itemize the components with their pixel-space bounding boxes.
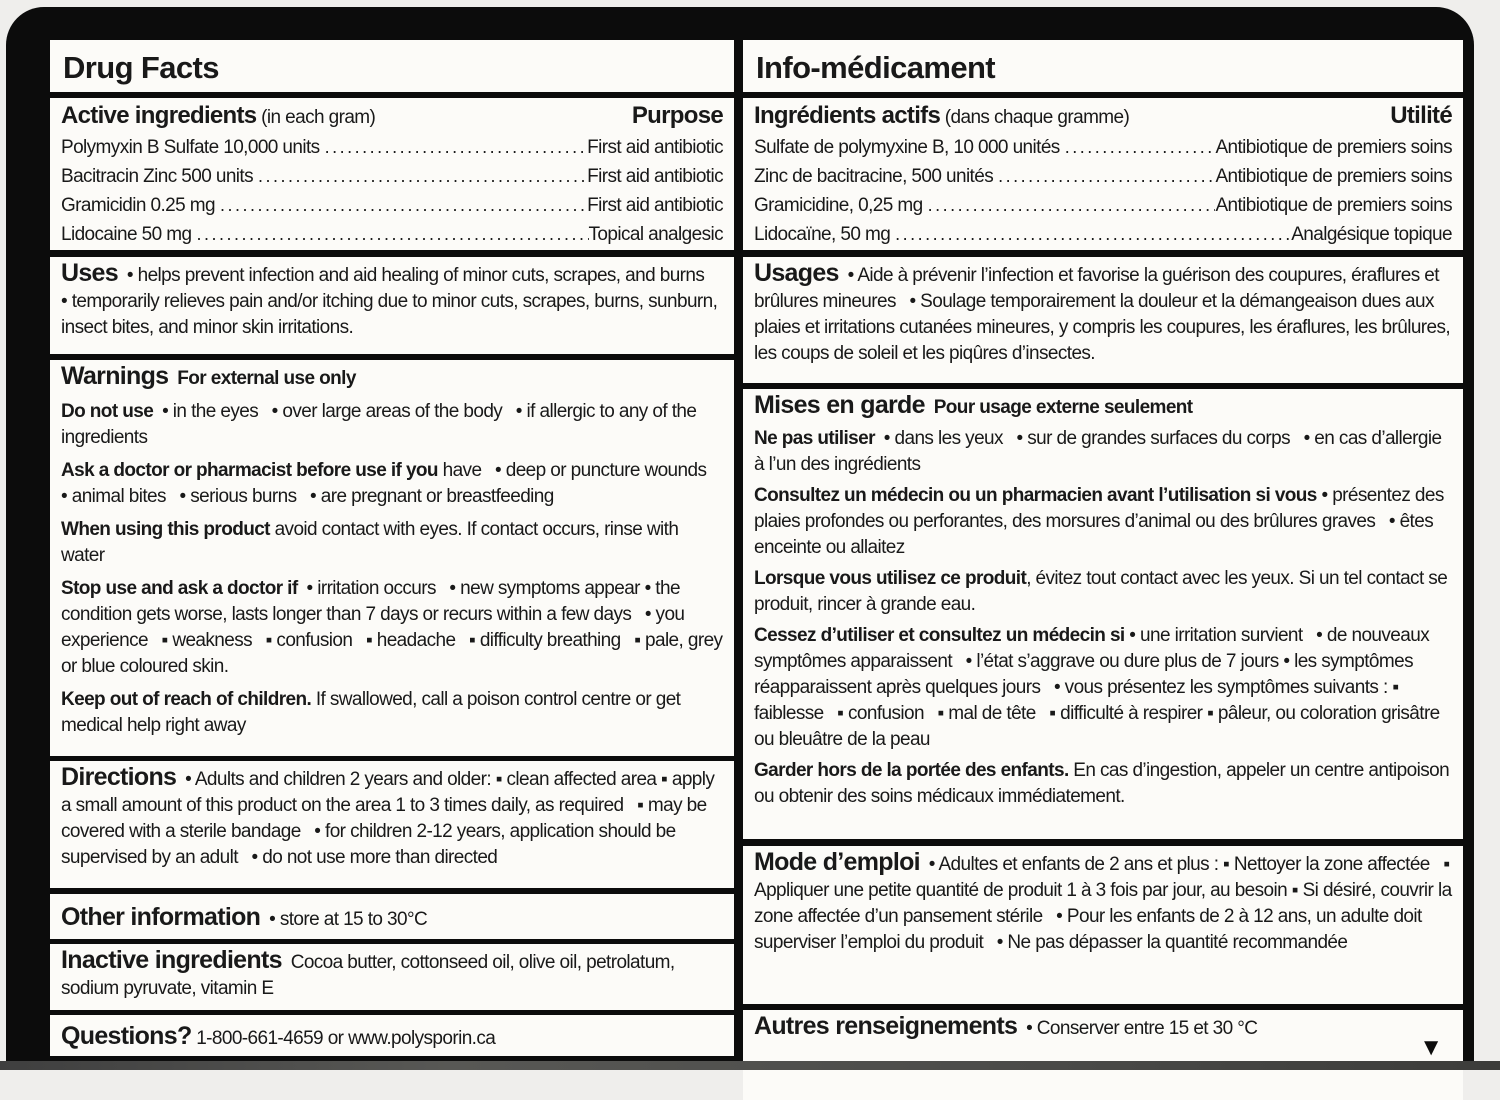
text-segment: Ask a doctor or pharmacist before use if you — [61, 460, 438, 481]
active-ingredients-section — [50, 98, 734, 250]
ingredient-row — [754, 162, 1452, 191]
ingredient-purpose: First aid antibiotic — [587, 166, 723, 187]
mises-ne-pas-utiliser — [754, 426, 1452, 478]
ingredient-name: Lidocaine 50 mg — [61, 224, 192, 245]
autres-renseignements-section — [743, 1010, 1463, 1100]
text-segment: Other information — [61, 902, 261, 931]
mises-consultez — [754, 483, 1452, 561]
warnings-section — [50, 360, 734, 756]
text-segment: • in the eyes • over large areas of the body • if allergic to any of the ingredients — [61, 401, 697, 448]
ingredient-name: Bacitracin Zinc 500 units — [61, 166, 253, 187]
text-segment: Warnings — [61, 362, 169, 390]
mises-en-garde-section — [743, 389, 1463, 839]
questions-paragraph — [61, 1023, 495, 1052]
active-ingredients-header — [61, 102, 723, 130]
warnings-heading — [61, 363, 723, 392]
mises-cessez — [754, 623, 1452, 753]
text-segment: , évitez tout contact avec les yeux. Si un tel contact se produit, rincer à grande eau. — [754, 568, 1448, 615]
purpose-column-header: Purpose — [631, 102, 723, 129]
questions-section — [50, 1015, 734, 1056]
usages-paragraph — [754, 260, 1452, 367]
text-segment: • présentez des plaies profondes ou perforantes, des morsures d’animal ou des brûlures graves • êtes enceinte ou allaitez — [754, 485, 1444, 558]
warnings-do-not-use — [61, 399, 723, 451]
ingredient-row — [61, 133, 723, 162]
text-segment: Directions — [61, 763, 177, 791]
ingredient-purpose: First aid antibiotic — [587, 195, 723, 216]
ingredient-name: Zinc de bacitracine, 500 unités — [754, 166, 994, 187]
text-segment: Garder hors de la portée des enfants. — [754, 760, 1069, 781]
text-segment: 1-800-661-4659 or www.polysporin.ca — [191, 1027, 496, 1049]
text-segment: Cocoa butter, cottonseed oil, olive oil, petrolatum, sodium pyruvate, vitamin E — [61, 952, 675, 999]
text-segment: • Adults and children 2 years and older: ▪ clean affected area ▪ apply a small amount of this product on the area 1 to 3 times daily, as required ▪ may be covered with a sterile bandage • for children 2-12 years, application should be supervised by an adult • do not use more than directed — [61, 769, 715, 868]
text-segment: • dans les yeux • sur de grandes surfaces du corps • en cas d’allergie à l’un des ingrédients — [754, 428, 1442, 475]
text-segment: Cessez d’utiliser et consultez un médecin si — [754, 625, 1125, 646]
text-segment: have • deep or puncture wounds • animal bites • serious burns • are pregnant or breastfeeding — [61, 460, 720, 507]
ingredient-row — [754, 220, 1452, 249]
text-segment: • store at 15 to 30°C — [260, 908, 428, 930]
dotted-leader — [890, 220, 1291, 248]
text-segment: Lorsque vous utilisez ce produit — [754, 568, 1027, 589]
text-segment: Mises en garde — [754, 391, 925, 419]
mises-heading — [754, 392, 1452, 421]
ingredients-actifs-heading: Ingrédients actifs (dans chaque gramme) — [754, 102, 1130, 129]
english-panel — [50, 40, 734, 1056]
ingredient-row — [754, 133, 1452, 162]
ingredient-name: Polymyxin B Sulfate 10,000 units — [61, 137, 320, 158]
ingredients-actifs-section — [743, 98, 1463, 250]
text-segment: Ne pas utiliser — [754, 428, 875, 449]
text-segment: En cas d’ingestion, appeler un centre antipoison ou obtenir des soins médicaux immédiatement. — [754, 760, 1450, 807]
text-segment: avoid contact with eyes. If contact occurs, rinse with water — [61, 519, 679, 566]
ingredient-name: Lidocaïne, 50 mg — [754, 224, 891, 245]
ingredient-row — [754, 191, 1452, 220]
ingredient-purpose: First aid antibiotic — [587, 137, 723, 158]
text-segment: When using this product — [61, 519, 270, 540]
text-segment: Keep out of reach of children. — [61, 689, 312, 710]
text-segment: Stop use and ask a doctor if — [61, 578, 298, 599]
info-medicament-title-box — [743, 40, 1463, 92]
text-segment: Mode d’emploi — [754, 848, 920, 876]
drug-facts-title-box — [50, 40, 734, 92]
ingredients-actifs-header — [754, 102, 1452, 130]
inactive-ingredients-paragraph — [61, 947, 723, 1002]
ingredient-row — [61, 191, 723, 220]
panel-title-fr: Info-médicament — [756, 49, 996, 85]
dotted-leader — [320, 133, 588, 161]
text-segment: For external use only — [168, 368, 356, 389]
text-segment: • Conserver entre 15 et 30 °C — [1017, 1018, 1258, 1039]
dotted-leader — [191, 220, 588, 248]
uses-paragraph — [61, 260, 723, 341]
ingredient-purpose: Analgésique topique — [1291, 224, 1452, 245]
photo-edge — [0, 1061, 1500, 1070]
dotted-leader — [993, 162, 1215, 190]
warnings-ask-doctor — [61, 458, 723, 510]
text-segment: • Adultes et enfants de 2 ans et plus : ▪ Nettoyer la zone affectée ▪ Appliquer une petite quantité de produit 1 à 3 fois par jour, au besoin ▪ Si désiré, couvrir la zone affectée d’un pansement stérile • Pour les enfants de 2 à 12 ans, un adulte doit superviser l’emploi du produit • Ne pas dépasser la quantité recommandée — [754, 854, 1452, 953]
other-information-paragraph — [61, 904, 427, 933]
french-panel — [743, 40, 1463, 1100]
ingredient-row — [61, 162, 723, 191]
ingredient-name: Sulfate de polymyxine B, 10 000 unités — [754, 137, 1060, 158]
text-segment: • helps prevent infection and aid healing of minor cuts, scrapes, and burns • temporarily relieves pain and/or itching due to minor cuts, scrapes, burns, sunburn, insect bites, and minor skin irritations. — [61, 265, 718, 338]
dotted-leader — [1060, 133, 1216, 161]
panel-title-en: Drug Facts — [63, 49, 219, 85]
text-segment: Inactive ingredients — [61, 946, 282, 974]
text-segment: Pour usage externe seulement — [924, 397, 1193, 418]
dotted-leader — [215, 191, 587, 219]
ingredient-row — [61, 220, 723, 249]
text-segment: Uses — [61, 259, 118, 287]
directions-section — [50, 761, 734, 888]
ingredient-purpose: Topical analgesic — [588, 224, 723, 245]
text-segment: Consultez un médecin ou un pharmacien avant l’utilisation si vous — [754, 485, 1317, 506]
text-segment: Usages — [754, 259, 839, 287]
text-segment: If swallowed, call a poison control centre or get medical help right away — [61, 689, 681, 736]
drug-facts-label — [6, 7, 1474, 1070]
dotted-leader — [253, 162, 587, 190]
text-segment: Do not use — [61, 401, 154, 422]
active-ingredients-heading: Active ingredients (in each gram) — [61, 102, 376, 129]
usages-section — [743, 257, 1463, 383]
ingredient-name: Gramicidin 0.25 mg — [61, 195, 215, 216]
dotted-leader — [923, 191, 1216, 219]
ingredient-name: Gramicidine, 0,25 mg — [754, 195, 923, 216]
mode-demploi-paragraph — [754, 849, 1452, 956]
directions-paragraph — [61, 764, 723, 871]
inactive-ingredients-section — [50, 944, 734, 1010]
ingredient-purpose: Antibiotique de premiers soins — [1215, 137, 1452, 158]
mises-garder — [754, 758, 1452, 810]
text-segment: Autres renseignements — [754, 1012, 1018, 1040]
continuation-arrow-icon: ▼ — [1419, 1034, 1443, 1061]
autres-paragraph — [754, 1013, 1452, 1042]
warnings-keep-out-of-reach — [61, 687, 723, 739]
warnings-when-using — [61, 517, 723, 569]
warnings-stop-use — [61, 576, 723, 680]
mises-lorsque — [754, 566, 1452, 618]
text-segment: • irritation occurs • new symptoms appear • the condition gets worse, lasts longer than 7 days or recurs within a few days • you experience ▪ weakness ▪ confusion ▪ headache ▪ difficulty breathing ▪ pale, grey or blue coloured skin. — [61, 578, 723, 677]
utilite-column-header: Utilité — [1390, 102, 1452, 129]
ingredient-purpose: Antibiotique de premiers soins — [1215, 166, 1452, 187]
mode-demploi-section — [743, 846, 1463, 1004]
text-segment: • une irritation survient • de nouveaux symptômes apparaissent • l’état s’aggrave ou dure plus de 7 jours • les symptômes réapparaissent après quelques jours • vous présentez les symptômes suivants : ▪ faiblesse ▪ confusion ▪ mal de tête ▪ difficulté à respirer ▪ pâleur, ou coloration grisâtre ou bleuâtre de la peau — [754, 625, 1440, 750]
other-information-section — [50, 894, 734, 939]
text-segment: Questions? — [61, 1021, 192, 1050]
text-segment: • Aide à prévenir l’infection et favorise la guérison des coupures, éraflures et brûlures mineures • Soulage temporairement la douleur et la démangeaison dues aux plaies et irritations cutanées mineures, y compris les coupures, les éraflures, les brûlures, les coups de soleil et les piqûres d’insectes. — [754, 265, 1451, 364]
uses-section — [50, 257, 734, 354]
ingredient-purpose: Antibiotique de premiers soins — [1215, 195, 1452, 216]
